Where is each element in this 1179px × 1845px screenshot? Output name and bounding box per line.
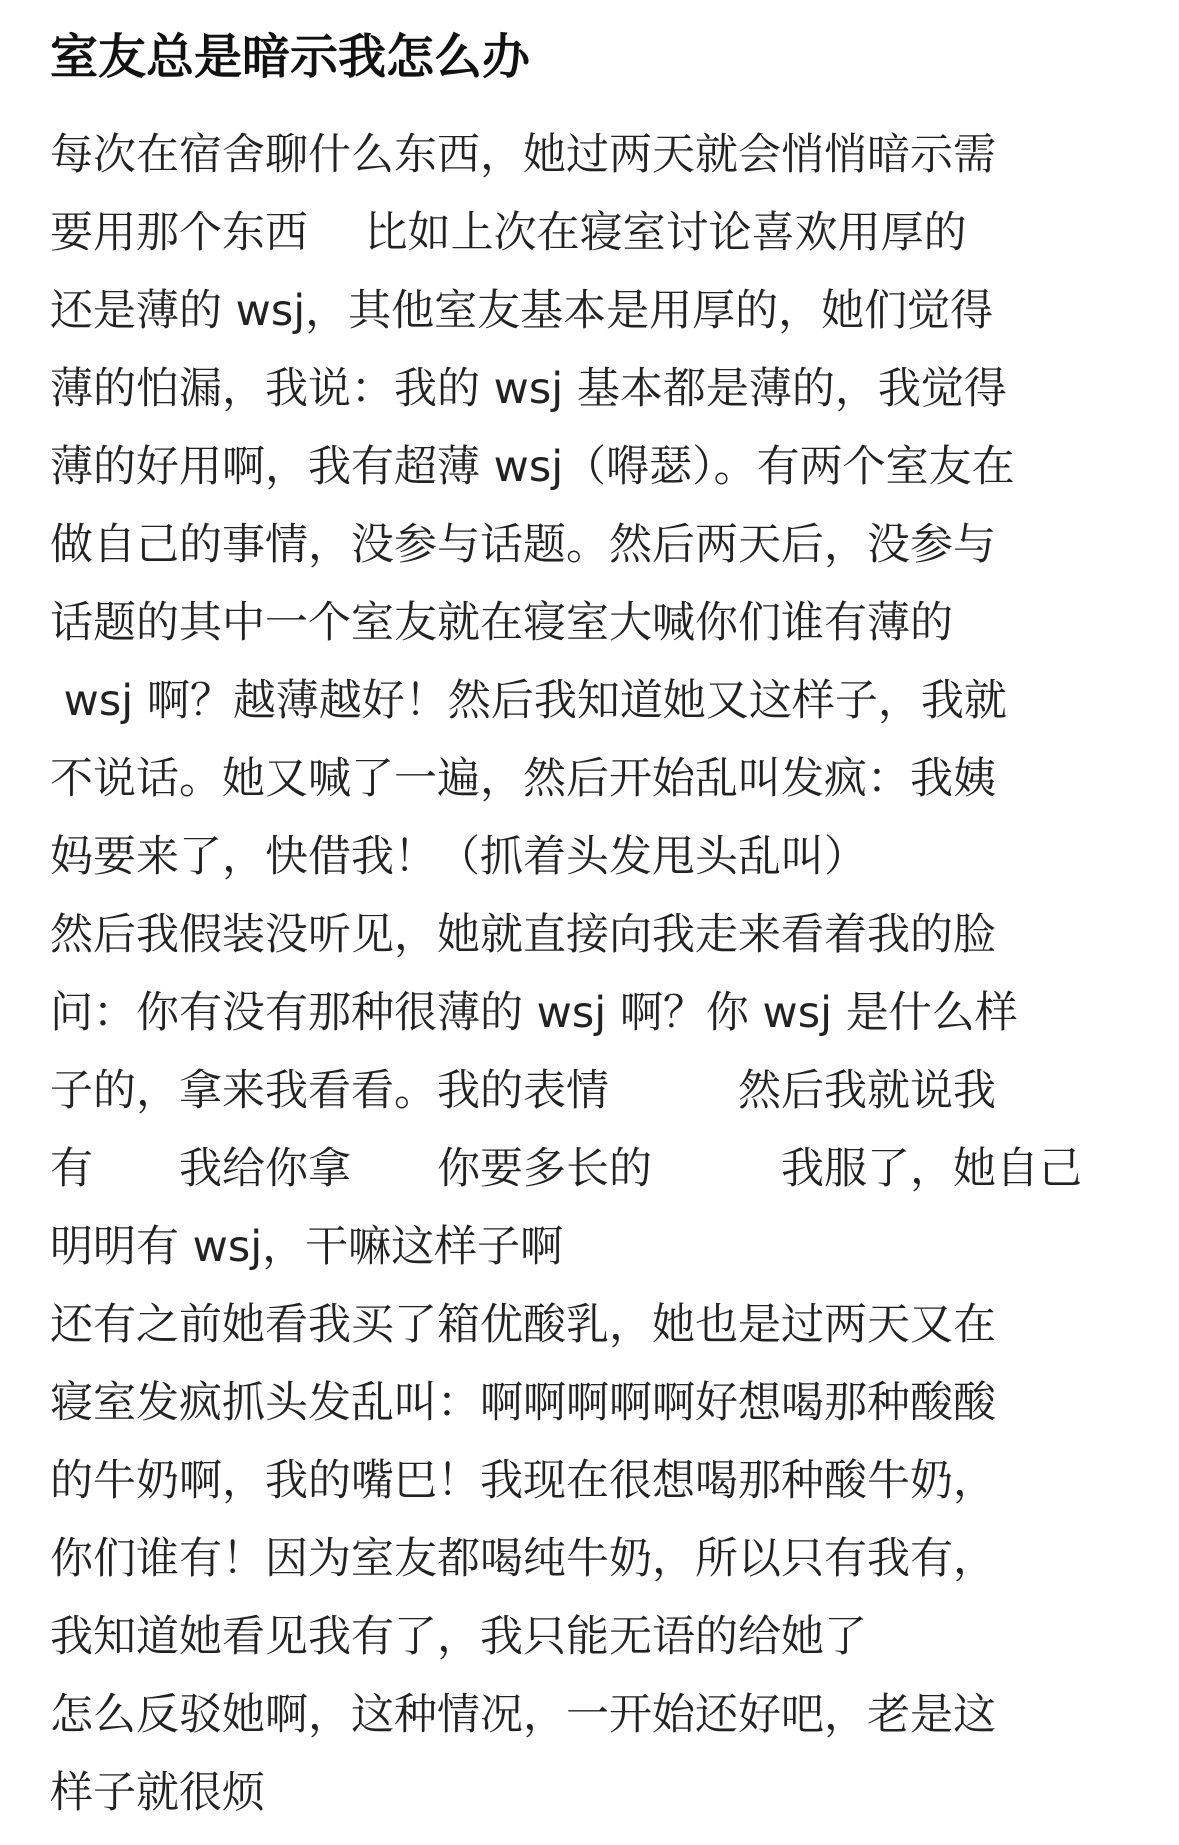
post-body-line: 你们谁有！因为室友都喝纯牛奶，所以只有我有， <box>50 1534 996 1584</box>
post-body-line: 还有之前她看我买了箱优酸乳，她也是过两天又在 <box>50 1300 996 1350</box>
post-body-line: 寝室发疯抓头发乱叫：啊啊啊啊啊好想喝那种酸酸 <box>50 1378 996 1428</box>
post-body-line: 明明有 wsj，干嘛这样子啊 <box>50 1222 564 1272</box>
post-body-line: 样子就很烦 <box>50 1768 265 1818</box>
post-body-line: 还是薄的 wsj，其他室友基本是用厚的，她们觉得 <box>50 286 994 336</box>
post-body-line: 话题的其中一个室友就在寝室大喊你们谁有薄的 <box>50 598 953 648</box>
post-body-line: 要用那个东西 比如上次在寝室讨论喜欢用厚的 <box>50 208 967 258</box>
post-body-line: 每次在宿舍聊什么东西，她过两天就会悄悄暗示需 <box>50 130 996 180</box>
post-title: 室友总是暗示我怎么办 <box>50 29 531 85</box>
post-body-line: 薄的怕漏，我说：我的 wsj 基本都是薄的，我觉得 <box>50 364 1007 414</box>
post-body-line: 问：你有没有那种很薄的 wsj 啊？你 wsj 是什么样 <box>50 988 1018 1038</box>
post-body-line: 做自己的事情，没参与话题。然后两天后，没参与 <box>50 520 996 570</box>
post-body-line: 有 我给你拿 你要多长的 我服了，她自己 <box>50 1144 1082 1194</box>
post-body-line: 子的，拿来我看看。我的表情 然后我就说我 <box>50 1066 996 1116</box>
post-body-line: 薄的好用啊，我有超薄 wsj（嘚瑟）。有两个室友在 <box>50 442 1015 492</box>
post-body-line: wsj 啊？越薄越好！然后我知道她又这样子，我就 <box>50 676 1007 726</box>
post-body-line: 怎么反驳她啊，这种情况，一开始还好吧，老是这 <box>50 1690 996 1740</box>
post-body-line: 的牛奶啊，我的嘴巴！我现在很想喝那种酸牛奶， <box>50 1456 996 1506</box>
post-body-line: 不说话。她又喊了一遍，然后开始乱叫发疯：我姨 <box>50 754 996 804</box>
post-body-line: 我知道她看见我有了，我只能无语的给她了 <box>50 1612 867 1662</box>
post-body <box>50 116 1150 1832</box>
post-body-line: 然后我假装没听见，她就直接向我走来看着我的脸 <box>50 910 996 960</box>
post-body-line: 妈要来了，快借我！（抓着头发甩头乱叫） <box>50 832 867 882</box>
